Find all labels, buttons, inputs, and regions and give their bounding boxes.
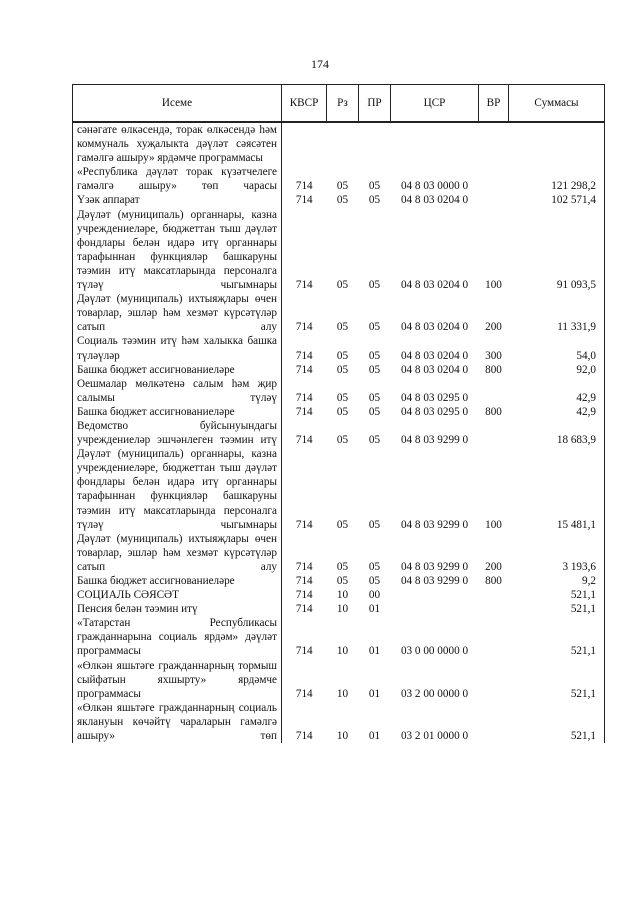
- row-vr: [479, 193, 509, 207]
- row-kvsr: 714: [295, 589, 313, 602]
- row-pr: 05: [368, 518, 381, 531]
- header-kvsr: КВСР: [282, 85, 327, 123]
- row-name: «Татарстан Республикасы гражданнарына социаль ярдәм» дәүләт программасы: [73, 616, 282, 658]
- row-rz: 05: [336, 575, 349, 587]
- row-csr: 04 8 03 0204 0: [400, 321, 469, 334]
- row-vr: [479, 659, 509, 701]
- row-kvsr: 714: [295, 194, 313, 207]
- row-sum: 42,9: [509, 405, 605, 419]
- row-rz: 05: [336, 405, 349, 418]
- table-row: [73, 405, 605, 419]
- row-csr: 04 8 03 0204 0: [400, 349, 469, 362]
- row-kvsr: 714: [295, 603, 313, 616]
- row-rz: 05: [336, 391, 349, 404]
- row-rz: 10: [336, 603, 349, 616]
- row-sum: 102 571,4: [509, 193, 605, 207]
- row-kvsr: [282, 122, 327, 165]
- table-row: [73, 193, 605, 207]
- row-sum: 92,0: [509, 363, 605, 377]
- row-name: Социаль тәэмин итү һәм халыкка башка түләүләр: [73, 334, 282, 362]
- row-pr: 05: [368, 560, 381, 573]
- row-rz: 10: [336, 730, 349, 743]
- row-sum: 42,9: [509, 377, 605, 405]
- row-kvsr: 714: [295, 321, 313, 334]
- row-vr: 800: [485, 575, 502, 587]
- row-rz: 05: [336, 560, 349, 573]
- row-csr: [391, 122, 479, 165]
- row-vr: [479, 701, 509, 743]
- row-rz: 10: [336, 645, 349, 658]
- row-sum: 521,1: [509, 616, 605, 658]
- row-csr: 04 8 03 0000 0: [400, 180, 469, 193]
- row-csr: [391, 588, 479, 602]
- row-pr: 01: [368, 645, 381, 658]
- row-vr: 200: [485, 321, 502, 334]
- row-kvsr: 714: [295, 363, 313, 376]
- row-name: «Республика дәүләт торак күзәтчелеге гамәлгә ашыру» төп чарасы: [73, 165, 282, 193]
- row-vr: [479, 165, 509, 193]
- row-kvsr: 714: [295, 434, 313, 447]
- row-sum: 521,1: [509, 602, 605, 616]
- row-name: Ведомство буйсынуындагы учреждениеләр эшчәнлеген тәэмин итү: [73, 419, 282, 447]
- row-pr: 05: [368, 363, 381, 376]
- row-name: Үзәк аппарат: [73, 193, 282, 207]
- row-kvsr: 714: [295, 518, 313, 531]
- row-pr: 05: [368, 391, 381, 404]
- row-vr: 100: [485, 279, 502, 292]
- row-pr: 01: [368, 687, 381, 700]
- row-name: «Өлкән яшьтәге гражданнарның тормыш сыйфатын яхшырту» ярдәмче программасы: [73, 659, 282, 701]
- row-kvsr: 714: [295, 405, 313, 418]
- row-csr: 04 8 03 9299 0: [400, 575, 469, 587]
- row-csr: 04 8 03 9299 0: [400, 518, 469, 531]
- row-csr: 04 8 03 9299 0: [400, 434, 469, 447]
- row-name: Дәүләт (муниципаль) органнары, казна учреждениеләре, бюджеттан тыш дәүләт фондлары белән идарә итү органнары тарафыннан функцияләр башкаруны тәэмин итү максатларында персоналга түләү чыгымнары: [73, 208, 282, 293]
- header-pr: ПР: [359, 85, 391, 123]
- table-row: [73, 208, 605, 293]
- page-number: 174: [311, 57, 329, 71]
- row-rz: 05: [336, 349, 349, 362]
- row-sum: 521,1: [509, 588, 605, 602]
- row-name: Дәүләт (муниципаль) органнары, казна учреждениеләре, бюджеттан тыш дәүләт фондлары белән идарә итү органнары тарафыннан функцияләр башкаруны тәэмин итү максатларында персоналга түләү чыгымнары: [73, 447, 282, 532]
- row-sum: 15 481,1: [509, 447, 605, 532]
- row-csr: 03 2 00 0000 0: [400, 687, 469, 700]
- row-rz: 10: [336, 589, 349, 602]
- table-row: [73, 701, 605, 743]
- row-vr: [479, 588, 509, 602]
- row-kvsr: 714: [295, 575, 313, 587]
- row-csr: 03 2 01 0000 0: [400, 730, 469, 743]
- row-name: «Өлкән яшьтәге гражданнарның социаль яклануын көчәйтү чараларын гамәлгә ашыру» төп: [73, 701, 282, 743]
- row-sum: 3 193,6: [509, 532, 605, 574]
- row-vr: 200: [485, 560, 502, 573]
- row-pr: 00: [368, 589, 381, 602]
- row-kvsr: 714: [295, 730, 313, 743]
- row-rz: 05: [336, 180, 349, 193]
- row-name: Пенсия белән тәэмин итү: [73, 602, 282, 616]
- header-rz: Рз: [327, 85, 359, 123]
- row-csr: 04 8 03 0204 0: [400, 279, 469, 292]
- row-vr: 800: [485, 363, 502, 376]
- table-row: [73, 602, 605, 616]
- row-sum: 521,1: [509, 701, 605, 743]
- table-row: [73, 574, 605, 588]
- row-pr: 05: [368, 434, 381, 447]
- row-kvsr: 714: [295, 279, 313, 292]
- header-csr: ЦСР: [391, 85, 479, 123]
- header-vr: ВР: [479, 85, 509, 123]
- table-row: [73, 165, 605, 193]
- row-pr: 05: [368, 180, 381, 193]
- row-vr: [479, 419, 509, 447]
- row-vr: 800: [485, 405, 502, 418]
- table-row: [73, 377, 605, 405]
- row-rz: 05: [336, 363, 349, 376]
- header-sum: Суммасы: [509, 85, 605, 123]
- table-row: [73, 447, 605, 532]
- row-sum: 521,1: [509, 659, 605, 701]
- row-name: сәнәгате өлкәсендә, торак өлкәсендә һәм коммуналь хуҗалыкта дәүләт сәясәтен гамәлгә ашыру» ярдәмче программасы: [73, 122, 282, 165]
- row-sum: 54,0: [509, 334, 605, 362]
- row-sum: 11 331,9: [509, 292, 605, 334]
- row-csr: [391, 602, 479, 616]
- row-name: Башка бюджет ассигнованиеләре: [73, 405, 282, 419]
- row-pr: 05: [368, 279, 381, 292]
- row-name: Оешмалар мөлкәтенә салым һәм җир салымы түләү: [73, 377, 282, 405]
- row-pr: 05: [368, 349, 381, 362]
- header-name: Исеме: [73, 85, 282, 123]
- table-header-row: [73, 85, 605, 123]
- row-kvsr: 714: [295, 349, 313, 362]
- row-sum: 91 093,5: [509, 208, 605, 293]
- row-rz: 05: [336, 194, 349, 207]
- row-rz: 05: [336, 321, 349, 334]
- row-kvsr: 714: [295, 180, 313, 193]
- table-body: [73, 122, 605, 743]
- row-vr: [479, 122, 509, 165]
- row-vr: [479, 602, 509, 616]
- row-rz: 05: [336, 279, 349, 292]
- row-kvsr: 714: [295, 687, 313, 700]
- table-row: [73, 292, 605, 334]
- row-name: Башка бюджет ассигнованиеләре: [73, 363, 282, 377]
- row-name: СОЦИАЛЬ СӘЯСӘТ: [73, 588, 282, 602]
- row-kvsr: 714: [295, 391, 313, 404]
- table-row: [73, 363, 605, 377]
- row-pr: [359, 122, 391, 165]
- row-sum: [509, 122, 605, 165]
- budget-table: [72, 84, 605, 743]
- row-vr: 100: [485, 518, 502, 531]
- row-name: Дәүләт (муниципаль) ихтыяҗлары өчен товарлар, эшләр һәм хезмәт күрсәтүләр сатып алу: [73, 292, 282, 334]
- table-row: [73, 616, 605, 658]
- row-csr: 04 8 03 9299 0: [400, 560, 469, 573]
- row-rz: 05: [336, 434, 349, 447]
- row-csr: 04 8 03 0204 0: [400, 363, 469, 376]
- row-pr: 01: [368, 603, 381, 616]
- row-name: Башка бюджет ассигнованиеләре: [73, 574, 282, 588]
- row-sum: 9,2: [509, 574, 605, 588]
- row-csr: 04 8 03 0204 0: [400, 194, 469, 207]
- row-csr: 04 8 03 0295 0: [400, 405, 469, 418]
- row-csr: 03 0 00 0000 0: [400, 645, 469, 658]
- table-row: [73, 122, 605, 165]
- row-pr: 05: [368, 321, 381, 334]
- row-sum: 121 298,2: [509, 165, 605, 193]
- row-kvsr: 714: [295, 645, 313, 658]
- table-row: [73, 419, 605, 447]
- row-rz: [327, 122, 359, 165]
- table-row: [73, 532, 605, 574]
- table-row: [73, 334, 605, 362]
- row-name: Дәүләт (муниципаль) ихтыяҗлары өчен товарлар, эшләр һәм хезмәт күрсәтүләр сатып алу: [73, 532, 282, 574]
- row-vr: 300: [485, 349, 502, 362]
- row-rz: 10: [336, 687, 349, 700]
- row-vr: [479, 616, 509, 658]
- row-pr: 05: [368, 194, 381, 207]
- row-sum: 18 683,9: [509, 419, 605, 447]
- row-pr: 05: [368, 575, 381, 587]
- row-vr: [479, 377, 509, 405]
- row-pr: 05: [368, 405, 381, 418]
- row-kvsr: 714: [295, 560, 313, 573]
- row-rz: 05: [336, 518, 349, 531]
- row-pr: 01: [368, 730, 381, 743]
- row-csr: 04 8 03 0295 0: [400, 391, 469, 404]
- table-row: [73, 659, 605, 701]
- table-row: [73, 588, 605, 602]
